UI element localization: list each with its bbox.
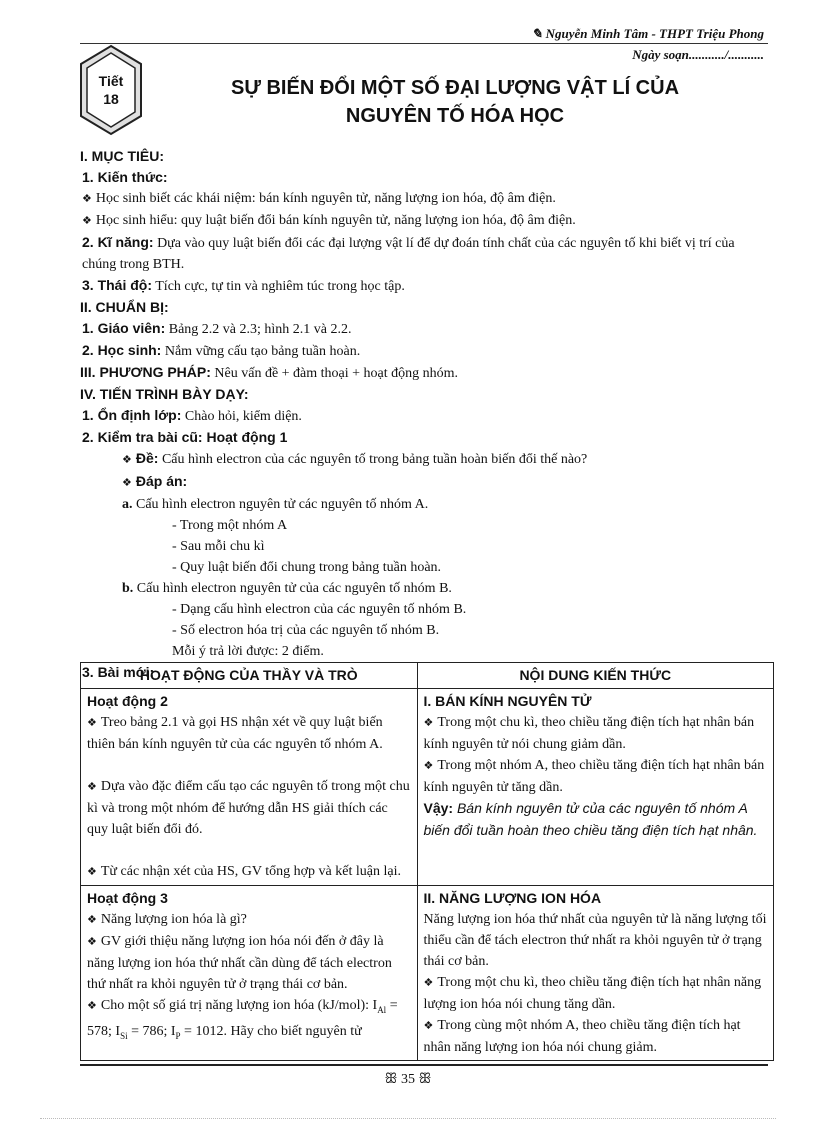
content-paragraph: Năng lượng ion hóa thứ nhất của nguyên tử là năng lượng tối thiểu cần để tách electron thứ nhất ra khỏi nguyên tử ở trạng thái cơ bản. bbox=[423, 912, 767, 969]
content-title: I. BÁN KÍNH NGUYÊN TỬ bbox=[423, 693, 592, 709]
content-item bbox=[424, 972, 768, 1015]
answer-b-text: Cấu hình electron nguyên tử của các nguyên tố nhóm B. bbox=[133, 581, 452, 596]
content-cell bbox=[417, 689, 774, 886]
answer-b-label: b. bbox=[122, 581, 134, 596]
diamond-bullet-icon: ❖ bbox=[423, 977, 434, 989]
answer-a-label: a. bbox=[122, 497, 133, 512]
diamond-bullet-icon: ❖ bbox=[82, 215, 92, 227]
teacher-label: 1. Giáo viên: bbox=[82, 320, 166, 336]
old-lesson-check-label: 2. Kiểm tra bài cũ: Hoạt động 1 bbox=[82, 429, 288, 445]
class-stabilize bbox=[80, 405, 770, 427]
badge-line2: 18 bbox=[103, 91, 119, 107]
content-item bbox=[424, 1015, 768, 1058]
attitude-text: Tích cực, tự tin và nghiêm túc trong học tập. bbox=[152, 279, 405, 294]
answer-b-item: - Số electron hóa trị của các nguyên tố nhóm B. bbox=[172, 623, 440, 638]
answer-label: Đáp án: bbox=[135, 473, 188, 489]
content-item bbox=[424, 712, 768, 755]
stabilize-text: Chào hỏi, kiểm diện. bbox=[181, 409, 302, 424]
activity-item-text: Treo bảng 2.1 và gọi HS nhận xét về quy luật biến thiên bán kính nguyên tử của các nguyên tố nhóm A. bbox=[87, 715, 383, 752]
answer-a-item: - Quy luật biến đổi chung trong bảng tuần hoàn. bbox=[172, 560, 442, 575]
answer-b-item: - Dạng cấu hình electron của các nguyên tố nhóm B. bbox=[172, 602, 467, 617]
answer-heading bbox=[80, 471, 770, 494]
diamond-bullet-icon: ❖ bbox=[82, 193, 92, 205]
content-item bbox=[424, 755, 768, 798]
page-title bbox=[160, 74, 750, 130]
diamond-bullet-icon: ❖ bbox=[87, 936, 97, 948]
skills-text: Dựa vào quy luật biến đổi các đại lượng vật lí để dự đoán tính chất của các nguyên tố khi biết vị trí của chúng trong BTH. bbox=[82, 236, 735, 272]
title-line1: SỰ BIẾN ĐỔI MỘT SỐ ĐẠI LƯỢNG VẬT LÍ CỦA bbox=[230, 77, 680, 99]
content-item-text: Trong một chu kì, theo chiều tăng điện tích hạt nhân năng lượng ion hóa nói chung tăng dần. bbox=[423, 975, 762, 1012]
teacher-prep bbox=[80, 318, 770, 340]
activity-item-text: Năng lượng ion hóa là gì? bbox=[100, 912, 247, 927]
col-content-header: NỘI DUNG KIẾN THỨC bbox=[417, 663, 774, 689]
section-4-heading: IV. TIẾN TRÌNH BÀY DẠY: bbox=[80, 386, 249, 402]
answer-a-item: - Trong một nhóm A bbox=[172, 518, 288, 533]
content-item-text: Trong cùng một nhóm A, theo chiều tăng điện tích hạt nhân năng lượng ion hóa nói chung giảm. bbox=[423, 1018, 741, 1055]
diamond-bullet-icon: ❖ bbox=[423, 760, 434, 772]
content-item-text: Trong một chu kì, theo chiều tăng điện tích hạt nhân bán kính nguyên tử nói chung giảm dần. bbox=[423, 715, 755, 752]
activity-item: ❖ Cho một số giá trị năng lượng ion hóa (kJ/mol): $I_{Al} = 578$; $I_{Si} = 786$; $I_P = 1012$. Hãy cho biết nguyên tử bbox=[87, 998, 398, 1041]
skills-label: 2. Kĩ năng: bbox=[82, 234, 154, 250]
question bbox=[80, 448, 770, 471]
header-author: ✎ Nguyễn Minh Tâm - THPT Triệu Phong bbox=[531, 26, 764, 41]
activity-item bbox=[87, 909, 411, 931]
attitude-paragraph bbox=[80, 275, 770, 297]
activity-cell bbox=[81, 689, 418, 886]
diamond-bullet-icon: ❖ bbox=[122, 477, 132, 489]
content-item-text: Trong một nhóm A, theo chiều tăng điện tích hạt nhân bán kính nguyên tử tăng dần. bbox=[423, 758, 765, 795]
method-text: Nêu vấn đề + đàm thoại + hoạt động nhóm. bbox=[210, 366, 459, 381]
diamond-bullet-icon: ❖ bbox=[87, 914, 97, 926]
col-activities-header: HOẠT ĐỘNG CỦA THẦY VÀ TRÒ bbox=[81, 663, 418, 689]
lesson-table bbox=[80, 662, 774, 1061]
answer-a bbox=[80, 494, 770, 515]
footer-rule bbox=[80, 1064, 768, 1066]
question-text: Cấu hình electron của các nguyên tố trong bảng tuần hoàn biến đổi thế nào? bbox=[158, 452, 588, 467]
table-row bbox=[81, 689, 774, 886]
activity-item bbox=[87, 776, 411, 840]
answer-b bbox=[80, 578, 770, 599]
header-date: Ngày soạn.........../........... bbox=[632, 47, 764, 62]
section-3-method bbox=[80, 362, 770, 384]
student-prep bbox=[80, 340, 770, 362]
activity-title: Hoạt động 3 bbox=[87, 890, 168, 906]
title-line2: NGUYÊN TỐ HÓA HỌC bbox=[345, 105, 565, 127]
activity-item-text: GV giới thiệu năng lượng ion hóa nói đến ở đây là năng lượng ion hóa thứ nhất cần dùng để tách electron thứ nhất ra khỏi nguyên tử ở trạng thái cơ bản. bbox=[87, 934, 392, 992]
diamond-bullet-icon: ❖ bbox=[87, 866, 97, 878]
activity-item bbox=[87, 712, 411, 755]
activity-item-text: Từ các nhận xét của HS, GV tổng hợp và kết luận lại. bbox=[100, 864, 401, 879]
section-1-heading: I. MỤC TIÊU: bbox=[80, 148, 164, 164]
question-label: Đề: bbox=[135, 450, 159, 466]
badge-text bbox=[78, 72, 144, 108]
badge-line1: Tiết bbox=[98, 73, 124, 89]
activity-cell bbox=[81, 886, 418, 1061]
table-row bbox=[81, 886, 774, 1061]
knowledge-item-text: Học sinh hiểu: quy luật biến đổi bán kính nguyên tử, năng lượng ion hóa, độ âm điện. bbox=[95, 213, 576, 228]
diamond-bullet-icon: ❖ bbox=[122, 454, 132, 466]
content-title: II. NĂNG LƯỢNG ION HÓA bbox=[423, 890, 602, 906]
student-label: 2. Học sinh: bbox=[82, 342, 162, 358]
diamond-bullet-icon: ❖ bbox=[87, 1000, 97, 1012]
activity-item bbox=[87, 861, 411, 883]
diamond-bullet-icon: ❖ bbox=[87, 781, 97, 793]
conclusion bbox=[424, 798, 768, 842]
header-rule bbox=[80, 43, 768, 44]
method-label: III. PHƯƠNG PHÁP: bbox=[80, 364, 211, 380]
knowledge-item bbox=[80, 210, 770, 232]
lesson-badge bbox=[78, 44, 144, 136]
knowledge-item-text: Học sinh biết các khái niệm: bán kính nguyên tử, năng lượng ion hóa, độ âm điện. bbox=[95, 191, 556, 206]
conclusion-text: Bán kính nguyên tử của các nguyên tố nhóm A biến đổi tuần hoàn theo chiều tăng điện tích hạt nhân. bbox=[423, 800, 758, 838]
activity-item bbox=[87, 931, 411, 995]
section-2-heading: II. CHUẨN BỊ: bbox=[80, 299, 169, 315]
diamond-bullet-icon: ❖ bbox=[423, 717, 434, 729]
activity-item-text: Dựa vào đặc điểm cấu tạo các nguyên tố trong một chu kì và trong một nhóm để hướng dẫn HS giải thích các quy luật biến đổi đó. bbox=[87, 779, 410, 837]
skills-paragraph bbox=[80, 232, 770, 275]
knowledge-item bbox=[80, 188, 770, 210]
page-edge-dots bbox=[40, 1118, 776, 1119]
content-cell bbox=[417, 886, 774, 1061]
teacher-text: Bảng 2.2 và 2.3; hình 2.1 và 2.2. bbox=[165, 322, 352, 337]
attitude-label: 3. Thái độ: bbox=[82, 277, 152, 293]
page-number: ꕥ 35 ꕥ bbox=[384, 1072, 432, 1087]
answer-a-item: - Sau mỗi chu kì bbox=[172, 539, 265, 554]
lesson-body bbox=[80, 146, 770, 683]
answer-a-text: Cấu hình electron nguyên tử các nguyên tố nhóm A. bbox=[132, 497, 429, 512]
diamond-bullet-icon: ❖ bbox=[423, 1020, 434, 1032]
table-header-row bbox=[81, 663, 774, 689]
activity-title: Hoạt động 2 bbox=[87, 693, 168, 709]
new-lesson-label: 3. Bài mới: bbox=[82, 664, 155, 680]
diamond-bullet-icon: ❖ bbox=[87, 717, 97, 729]
stabilize-label: 1. Ổn định lớp: bbox=[82, 407, 182, 423]
conclusion-label: Vậy: bbox=[423, 800, 454, 816]
student-text: Nắm vững cấu tạo bảng tuần hoàn. bbox=[161, 344, 361, 359]
knowledge-label: 1. Kiến thức: bbox=[82, 169, 168, 185]
score-note: Mỗi ý trả lời được: 2 điểm. bbox=[172, 644, 324, 659]
